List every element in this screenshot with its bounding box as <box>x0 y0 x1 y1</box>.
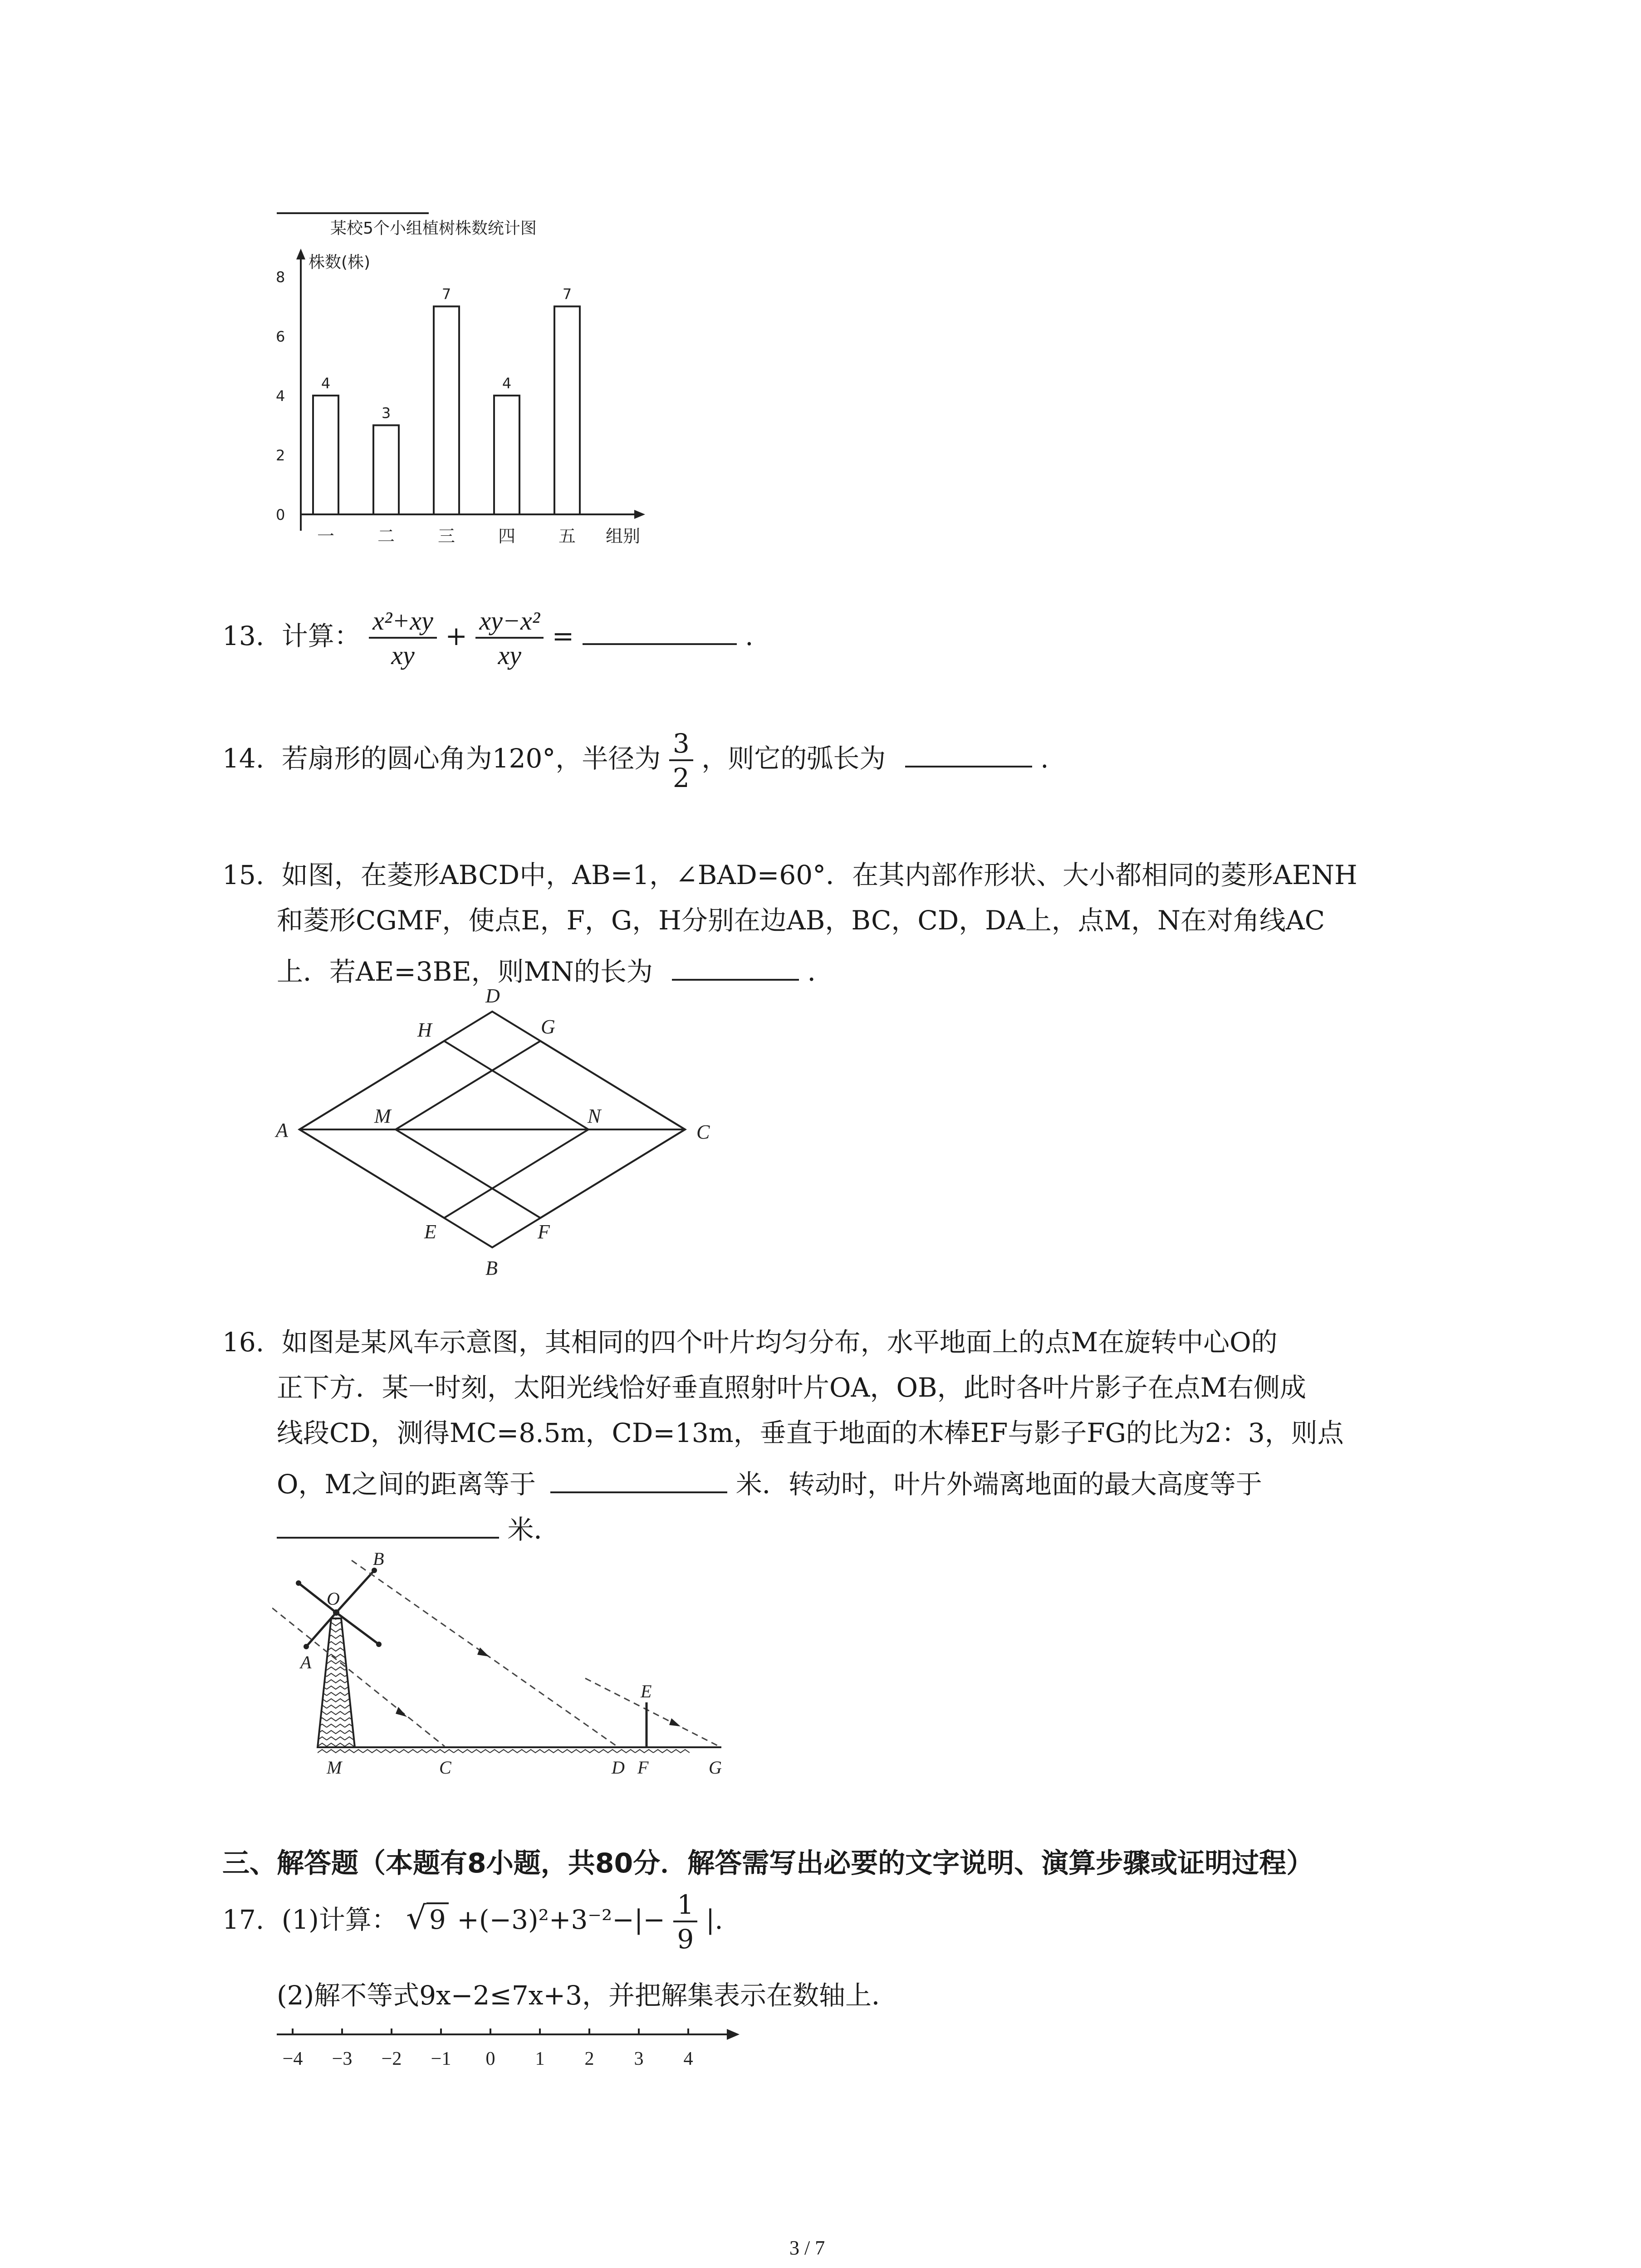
q17-sqrt-radicand: 9 <box>426 1902 449 1935</box>
number-line-label: −4 <box>282 2048 303 2069</box>
q16-answer-blank-1[interactable] <box>550 1465 727 1493</box>
q16-line4a: O，M之间的距离等于 <box>277 1469 536 1500</box>
q16-line3: 线段CD，测得MC=8.5m，CD=13m，垂直于地面的木棒EF与影子FG的比为2：3，则点 <box>277 1418 1344 1448</box>
number-line <box>272 2014 753 2077</box>
q13-frac1-denominator: xy <box>391 640 415 670</box>
q13-frac2-numerator: xy−x² <box>475 608 544 639</box>
blade-tip-left <box>296 1580 301 1586</box>
q15-line3-row <box>277 953 834 985</box>
y-tick-label: 0 <box>276 506 285 523</box>
y-tick-label: 2 <box>276 447 285 464</box>
wm-label-a: A <box>300 1652 312 1672</box>
q13-plus: + <box>445 621 467 652</box>
q14-text-a: 若扇形的圆心角为120°，半径为 <box>281 743 661 774</box>
bar-value-label: 4 <box>502 375 512 392</box>
number-line-label: −3 <box>332 2048 353 2069</box>
wm-label-e: E <box>641 1681 652 1701</box>
label-b: B <box>485 1257 498 1279</box>
q13-answer-blank[interactable] <box>583 617 737 645</box>
q16-line2: 正下方．某一时刻，太阳光线恰好垂直照射叶片OA，OB，此时各叶片影子在点M右侧成 <box>277 1372 1306 1403</box>
wm-label-g: G <box>709 1757 722 1778</box>
page-number: 3 / 7 <box>789 2237 825 2259</box>
q15-answer-blank[interactable] <box>672 953 799 981</box>
label-m: M <box>374 1105 391 1127</box>
number-line-label: 2 <box>584 2048 594 2069</box>
x-tick-label: 三 <box>437 526 456 546</box>
q14-frac-denominator: 2 <box>672 763 690 793</box>
number-line-label: 1 <box>535 2048 545 2069</box>
question-14 <box>222 730 1049 791</box>
y-tick-label: 4 <box>276 387 285 405</box>
blade-tip-right <box>376 1642 382 1647</box>
windmill-figure <box>272 1551 749 1792</box>
q17-part1-prefix: (1)计算： <box>281 1904 398 1936</box>
q17-number: 17. <box>222 1904 265 1936</box>
q16-number: 16. <box>222 1327 265 1358</box>
question-15 <box>222 862 1357 888</box>
wm-label-m: M <box>327 1757 342 1778</box>
y-tick-label: 8 <box>276 269 285 286</box>
question-17 <box>222 1889 723 1955</box>
q17-part2: (2)解不等式9x−2≤7x+3，并把解集表示在数轴上． <box>277 1980 898 2011</box>
ground-hatch <box>318 1748 690 1754</box>
x-tick-label: 一 <box>317 526 335 546</box>
chart-title: 某校5个小组植树株数统计图 <box>330 219 537 238</box>
bar-chart <box>254 204 708 558</box>
wm-label-c: C <box>439 1757 451 1778</box>
q14-number: 14. <box>222 743 265 774</box>
q15-line2: 和菱形CGMF，使点E，F，G，H分别在边AB，BC，CD，DA上，点M，N在对角线AC <box>277 905 1325 936</box>
bar <box>554 307 580 515</box>
question-13 <box>222 608 754 669</box>
x-axis-arrow <box>634 510 645 519</box>
q14-text-b: ，则它的弧长为 <box>701 743 886 774</box>
wm-label-d: D <box>612 1757 625 1778</box>
section-3-heading: 三、解答题（本题有8小题，共80分．解答需写出必要的文字说明、演算步骤或证明过程） <box>222 1848 1314 1879</box>
bar-value-label: 4 <box>321 375 331 392</box>
q16-line4-row <box>277 1465 1262 1500</box>
wm-label-f: F <box>637 1757 649 1778</box>
q17-part1-end: |. <box>705 1904 723 1936</box>
ray-from-e <box>585 1678 719 1746</box>
x-tick-label: 四 <box>498 526 516 546</box>
q15-line3: 上．若AE=3BE，则MN的长为 <box>277 956 653 987</box>
wm-label-b: B <box>373 1551 384 1569</box>
blade-tip-a <box>304 1644 309 1649</box>
sqrt-symbol: √ <box>406 1899 426 1937</box>
label-n: N <box>588 1105 601 1127</box>
q13-fraction-2 <box>475 608 544 669</box>
q16-answer-blank-2[interactable] <box>277 1510 499 1539</box>
q14-radius-fraction <box>669 730 693 791</box>
q17-frac-numerator: 1 <box>673 1892 697 1922</box>
q13-frac1-numerator: x²+xy <box>369 608 437 639</box>
number-line-label: −1 <box>431 2048 451 2069</box>
y-tick-label: 6 <box>276 328 285 345</box>
rhombus-figure <box>263 984 753 1284</box>
x-tick-label: 二 <box>377 526 395 546</box>
q13-end: . <box>745 621 754 652</box>
bar <box>373 425 399 515</box>
q16-line4b: 米．转动时，叶片外端离地面的最大高度等于 <box>735 1469 1262 1500</box>
q16-line5-row <box>277 1510 560 1543</box>
question-16 <box>222 1327 1278 1358</box>
q15-end: ． <box>807 956 834 987</box>
bar <box>434 307 459 515</box>
number-line-label: 4 <box>683 2048 693 2069</box>
y-axis-arrow <box>296 249 305 259</box>
q15-number: 15. <box>222 860 265 890</box>
label-f: F <box>538 1221 550 1243</box>
label-c: C <box>696 1121 710 1143</box>
ray-arrow-1 <box>396 1707 407 1717</box>
ray-arrow-2 <box>477 1647 489 1657</box>
bar-value-label: 7 <box>441 285 451 303</box>
number-line-arrow <box>727 2029 740 2040</box>
q16-line1: 如图是某风车示意图，其相同的四个叶片均匀分布，水平地面上的点M在旋转中心O的 <box>281 1327 1278 1358</box>
number-line-label: −2 <box>381 2048 402 2069</box>
q14-answer-blank[interactable] <box>905 739 1032 767</box>
bar <box>494 396 519 514</box>
q13-number: 13. <box>222 621 265 652</box>
q13-fraction-1 <box>369 608 437 669</box>
q17-sqrt <box>406 1899 449 1937</box>
q17-part1-rest: +(−3)²+3⁻²−|− <box>457 1904 665 1936</box>
q14-end: . <box>1040 743 1049 774</box>
label-h: H <box>417 1019 432 1041</box>
wm-label-o: O <box>327 1589 340 1609</box>
q15-line1: 如图，在菱形ABCD中，AB=1，∠BAD=60°．在其内部作形状、大小都相同的菱形AENH <box>281 860 1357 890</box>
blade-ob <box>336 1570 374 1613</box>
ray-arrow-3 <box>669 1718 681 1726</box>
q17-frac-denominator: 9 <box>677 1924 694 1955</box>
label-e: E <box>424 1221 436 1243</box>
y-axis-label: 株数(株) <box>309 253 371 272</box>
q13-frac2-denominator: xy <box>498 640 522 670</box>
number-line-label: 0 <box>485 2048 495 2069</box>
windmill-tower <box>318 1618 355 1747</box>
bar-value-label: 3 <box>381 404 391 422</box>
label-a: A <box>276 1119 288 1141</box>
q17-fraction <box>673 1889 697 1955</box>
q13-equals: = <box>552 621 574 652</box>
q14-frac-numerator: 3 <box>669 730 693 761</box>
number-line-label: 3 <box>634 2048 644 2069</box>
x-axis-label: 组别 <box>606 526 641 546</box>
label-g: G <box>541 1016 555 1038</box>
bar-value-label: 7 <box>562 285 572 303</box>
q13-prefix: 计算： <box>281 621 361 652</box>
x-tick-label: 五 <box>558 526 576 546</box>
label-d: D <box>485 985 500 1007</box>
bar <box>313 396 338 514</box>
q16-line5: 米． <box>507 1514 560 1545</box>
rotation-center-o <box>333 1609 339 1616</box>
